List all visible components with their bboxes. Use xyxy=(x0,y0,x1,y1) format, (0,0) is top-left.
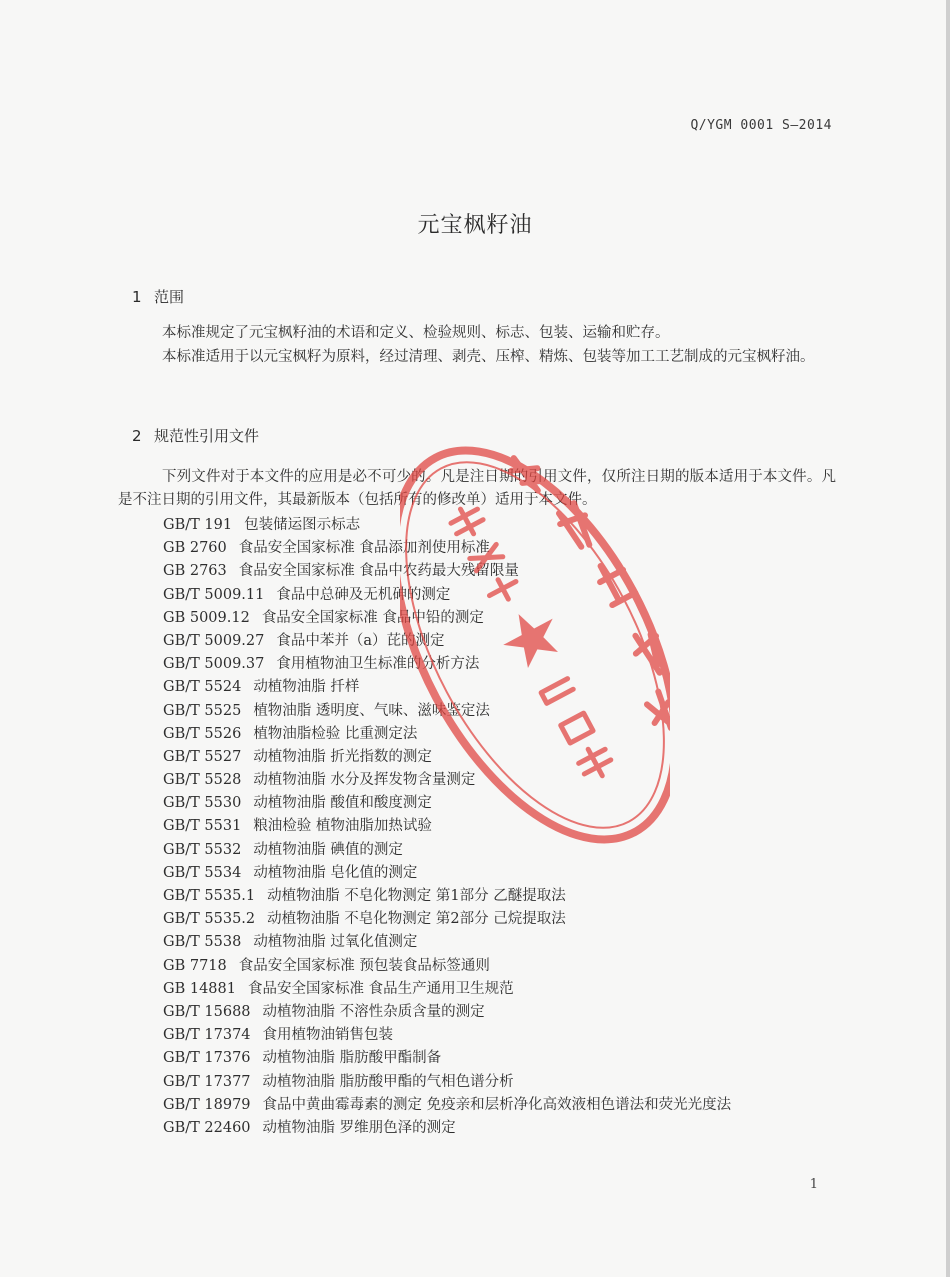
reference-title: 动植物油脂 水分及挥发物含量测定 xyxy=(253,772,476,789)
section-1-number: 1 xyxy=(132,288,142,306)
reference-title: 动植物油脂 扦样 xyxy=(253,679,360,696)
reference-item xyxy=(163,560,731,583)
reference-code: GB/T 17374 xyxy=(163,1027,251,1044)
reference-item xyxy=(163,1001,731,1024)
reference-title: 动植物油脂 不皂化物测定 第1部分 乙醚提取法 xyxy=(267,888,566,904)
reference-title: 粮油检验 植物油脂加热试验 xyxy=(253,818,432,835)
reference-item xyxy=(163,1047,731,1070)
reference-title: 动植物油脂 碘值的测定 xyxy=(253,841,403,858)
reference-title: 动植物油脂 脂肪酸甲酯制备 xyxy=(262,1050,442,1067)
section-1-heading xyxy=(132,286,184,307)
section-1-paragraph-1: 本标准规定了元宝枫籽油的术语和定义、检验规则、标志、包装、运输和贮存。 xyxy=(162,325,670,341)
reference-item xyxy=(163,514,731,537)
reference-item xyxy=(163,1071,731,1094)
reference-item xyxy=(163,607,731,630)
reference-item xyxy=(163,676,731,699)
section-2-number: 2 xyxy=(132,427,142,445)
reference-code: GB/T 5524 xyxy=(163,679,242,696)
reference-item xyxy=(163,537,731,560)
reference-title: 包装储运图示标志 xyxy=(244,517,361,533)
reference-title: 食品安全国家标准 食品添加剂使用标准 xyxy=(238,540,490,557)
reference-item xyxy=(163,862,731,885)
reference-code: GB 7718 xyxy=(163,957,227,974)
reference-code: GB/T 17376 xyxy=(163,1050,251,1067)
section-1-paragraph-2: 本标准适用于以元宝枫籽为原料，经过清理、剥壳、压榨、精炼、包装等加工工艺制成的元宝枫籽油。 xyxy=(162,349,815,365)
reference-code: GB/T 22460 xyxy=(163,1119,251,1136)
reference-title: 动植物油脂 不溶性杂质含量的测定 xyxy=(262,1003,485,1020)
reference-item xyxy=(163,1024,731,1047)
reference-code: GB/T 5525 xyxy=(163,702,242,719)
reference-title: 食用植物油销售包装 xyxy=(262,1027,394,1044)
reference-item xyxy=(163,630,731,653)
reference-code: GB/T 5535.2 xyxy=(163,911,256,928)
reference-title: 食品中苯并（a）芘的测定 xyxy=(276,632,445,649)
reference-title: 动植物油脂 脂肪酸甲酯的气相色谱分析 xyxy=(262,1073,514,1090)
reference-code: GB/T 5538 xyxy=(163,934,242,951)
section-2-title: 规范性引用文件 xyxy=(154,427,260,445)
reference-item xyxy=(163,815,731,838)
document-code: Q/YGM 0001 S—2014 xyxy=(690,118,832,133)
reference-item xyxy=(163,746,731,769)
reference-item xyxy=(163,1094,731,1117)
reference-code: GB/T 5009.11 xyxy=(163,586,265,603)
reference-item xyxy=(163,1117,731,1140)
reference-title: 食品安全国家标准 预包装食品标签通则 xyxy=(238,957,490,974)
reference-item xyxy=(163,955,731,978)
document-title: 元宝枫籽油 xyxy=(417,213,533,238)
reference-code: GB/T 5531 xyxy=(163,818,242,835)
reference-code: GB 5009.12 xyxy=(163,609,250,626)
reference-code: GB/T 15688 xyxy=(163,1003,251,1020)
reference-title: 食品安全国家标准 食品生产通用卫生规范 xyxy=(247,980,514,997)
reference-code: GB/T 5009.37 xyxy=(163,656,265,673)
reference-code: GB 14881 xyxy=(163,980,236,997)
reference-item xyxy=(163,839,731,862)
page-number: 1 xyxy=(809,1177,818,1192)
reference-code: GB/T 18979 xyxy=(163,1096,251,1113)
reference-code: GB 2760 xyxy=(163,540,227,557)
reference-code: GB/T 5535.1 xyxy=(163,888,256,904)
reference-code: GB/T 17377 xyxy=(163,1073,251,1090)
reference-item xyxy=(163,885,731,908)
reference-code: GB/T 5534 xyxy=(163,864,242,881)
reference-code: GB/T 5526 xyxy=(163,725,242,742)
section-2-heading xyxy=(132,425,259,446)
reference-item xyxy=(163,584,731,607)
scan-edge xyxy=(946,0,950,1277)
reference-item xyxy=(163,769,731,792)
reference-title: 动植物油脂 折光指数的测定 xyxy=(253,748,432,765)
reference-title: 动植物油脂 皂化值的测定 xyxy=(253,864,418,881)
reference-item xyxy=(163,978,731,1001)
reference-item xyxy=(163,792,731,815)
section-2-paragraph-1: 下列文件对于本文件的应用是必不可少的。凡是注日期的引用文件，仅所注日期的版本适用于本文件。凡是不注日期的引用文件，其最新版本（包括所有的修改单）适用于本文件。 xyxy=(118,469,836,508)
section-1-title: 范围 xyxy=(154,288,185,306)
reference-code: GB/T 5530 xyxy=(163,795,242,812)
reference-title: 食品安全国家标准 食品中农药最大残留限量 xyxy=(238,563,519,580)
reference-item xyxy=(163,700,731,723)
reference-title: 动植物油脂 罗维朋色泽的测定 xyxy=(262,1119,456,1136)
reference-item xyxy=(163,931,731,954)
reference-title: 动植物油脂 不皂化物测定 第2部分 己烷提取法 xyxy=(267,911,566,928)
reference-title: 食品中黄曲霉毒素的测定 免疫亲和层析净化高效液相色谱法和荧光光度法 xyxy=(262,1096,732,1113)
reference-item xyxy=(163,653,731,676)
reference-title: 食用植物油卫生标准的分析方法 xyxy=(276,656,480,673)
reference-item xyxy=(163,908,731,931)
reference-code: GB/T 5009.27 xyxy=(163,632,265,649)
reference-list xyxy=(163,514,731,1140)
reference-code: GB 2763 xyxy=(163,563,227,580)
reference-code: GB/T 5532 xyxy=(163,841,242,858)
reference-title: 动植物油脂 酸值和酸度测定 xyxy=(253,795,432,812)
reference-code: GB/T 5528 xyxy=(163,772,242,789)
reference-title: 动植物油脂 过氧化值测定 xyxy=(253,934,418,951)
reference-code: GB/T 191 xyxy=(163,517,233,533)
reference-title: 食品中总砷及无机砷的测定 xyxy=(276,586,451,603)
reference-item xyxy=(163,723,731,746)
reference-title: 植物油脂 透明度、气味、滋味鉴定法 xyxy=(253,702,490,719)
reference-title: 植物油脂检验 比重测定法 xyxy=(253,725,418,742)
reference-title: 食品安全国家标准 食品中铅的测定 xyxy=(261,609,484,626)
reference-code: GB/T 5527 xyxy=(163,748,242,765)
